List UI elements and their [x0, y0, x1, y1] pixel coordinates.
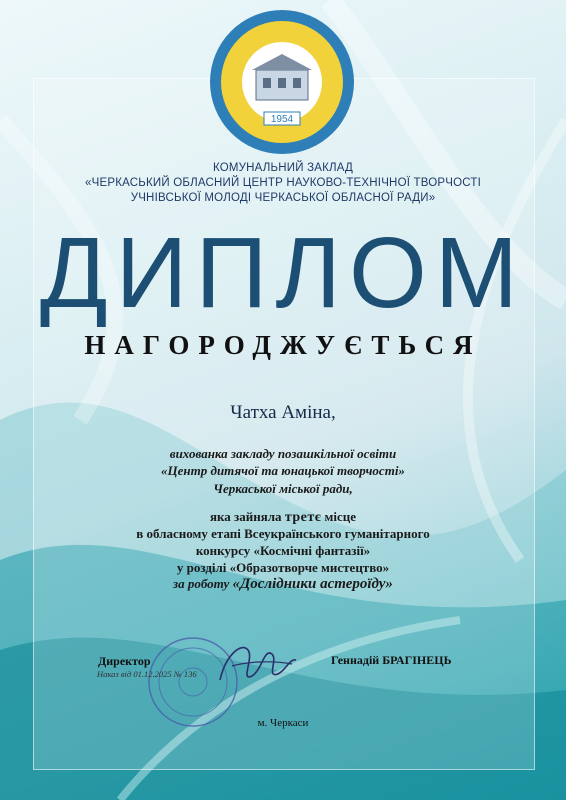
work-line	[0, 576, 566, 593]
diploma-title: ДИПЛОМ	[39, 217, 527, 329]
institution-line-2: «Центр дитячої та юнацької творчості»	[161, 463, 405, 478]
institution-logo	[208, 8, 356, 156]
order-reference: Наказ від 01.12.2025 № 136	[97, 669, 197, 679]
logo-year: 1954	[270, 114, 294, 125]
achievement-place: третє	[284, 510, 322, 525]
achievement-post: місце	[324, 509, 357, 524]
achievement-pre: яка зайняла	[209, 509, 282, 524]
institution-line-1: вихованка закладу позашкільної освіти	[169, 446, 397, 461]
institution-line-3: Черкаської міської ради,	[213, 481, 353, 496]
award-line: НАГОРОДЖУЄТЬСЯ	[84, 330, 482, 360]
signer-name: Геннадій БРАГІНЕЦЬ	[331, 653, 452, 667]
director-label: Директор	[98, 654, 151, 668]
director-signature	[212, 636, 302, 694]
achievement-line-4: у розділі «Образотворче мистецтво»	[176, 560, 390, 575]
achievement-line-1	[0, 509, 566, 526]
achievement-line-2: в обласному етапі Всеукраїнського гуманітарного	[136, 526, 430, 541]
recipient-name: Чатха Аміна,	[230, 402, 336, 423]
header-line-2: «ЧЕРКАСЬКИЙ ОБЛАСНИЙ ЦЕНТР НАУКОВО-ТЕХНІЧНОЇ ТВОРЧОСТІ	[85, 177, 481, 189]
city: м. Черкаси	[257, 717, 309, 729]
header-line-1: КОМУНАЛЬНИЙ ЗАКЛАД	[212, 162, 354, 174]
header-line-3: УЧНІВСЬКОЇ МОЛОДІ ЧЕРКАСЬКОЇ ОБЛАСНОЇ РАДИ»	[130, 192, 436, 204]
achievement-line-3: конкурсу «Космічні фантазії»	[195, 543, 371, 558]
work-prefix: за роботу	[173, 576, 230, 591]
work-title: «Дослідники астероїду»	[232, 576, 393, 592]
